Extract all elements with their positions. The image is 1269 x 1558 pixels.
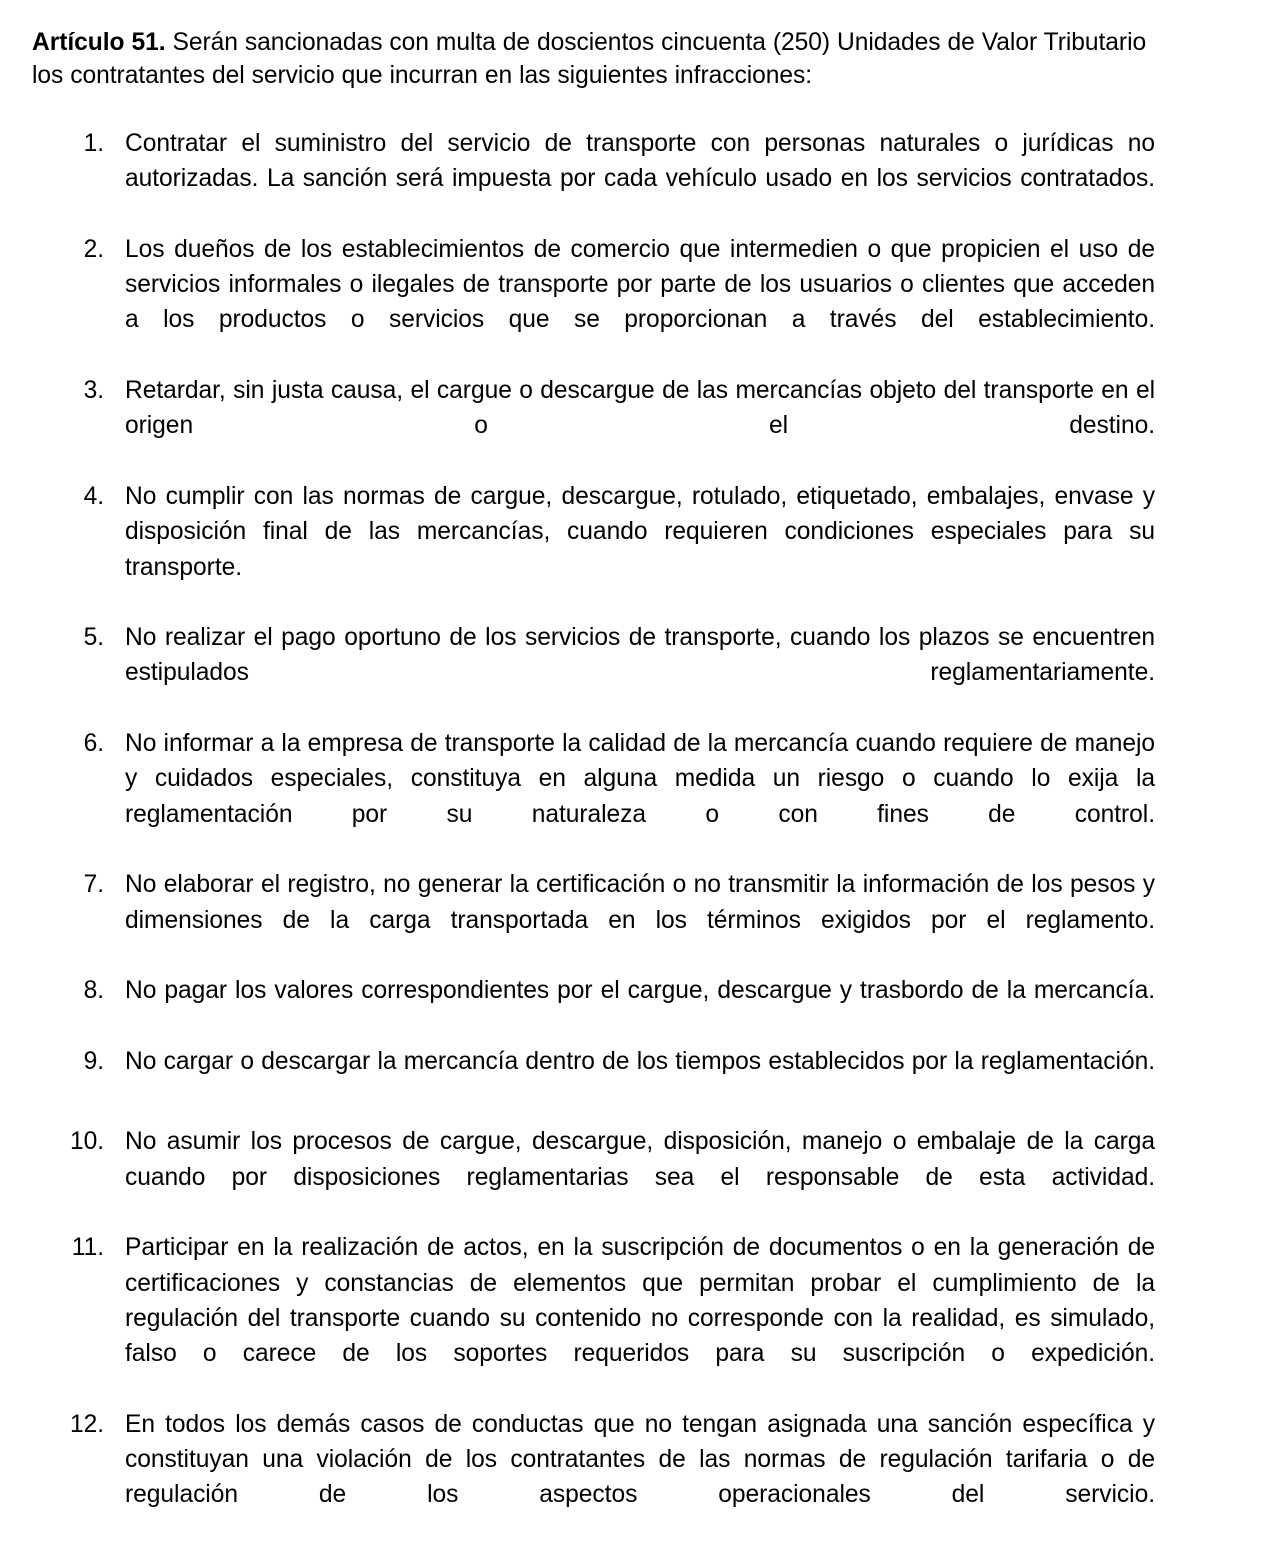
list-item-marker: 4. — [83, 482, 104, 510]
list-item-text: No elaborar el registro, no generar la certificación o no transmitir la información de los pesos y dimensiones de la carga transportada en los términos exigidos por el reglamento. — [125, 871, 1155, 934]
list-item-marker: 3. — [83, 377, 104, 405]
list-item — [32, 232, 1155, 373]
list-item-text: No realizar el pago oportuno de los servicios de transporte, cuando los plazos se encuentren estipulados reglamentariamente. — [125, 624, 1155, 687]
list-item-marker: 11. — [71, 1234, 104, 1262]
list-item — [32, 867, 1155, 973]
list-item-marker: 2. — [83, 235, 104, 263]
list-item-text: No asumir los procesos de cargue, descargue, disposición, manejo o embalaje de la carga cuando por disposiciones reglamentarias sea el responsable de esta actividad. — [125, 1128, 1155, 1191]
list-item-marker: 8. — [83, 977, 104, 1005]
infractions-list — [32, 126, 1155, 1548]
list-item-marker: 7. — [83, 871, 104, 899]
list-item — [32, 726, 1155, 867]
list-item-text: Participar en la realización de actos, en la suscripción de documentos o en la generación de certificaciones y constancias de elementos que permitan probar el cumplimiento de la regulación del transporte cuando su contenido no corresponde con la realidad, es simulado, falso o carece de los soportes requeridos para su suscripción o expedición. — [125, 1234, 1155, 1368]
list-item-marker: 1. — [83, 130, 104, 157]
list-item-text: Contratar el suministro del servicio de transporte con personas naturales o jurídicas no autorizadas. La sanción será impuesta por cada vehículo usado en los servicios contratados. — [125, 130, 1155, 193]
list-item — [32, 973, 1155, 1044]
list-item-text: No cumplir con las normas de cargue, descargue, rotulado, etiquetado, embalajes, envase y disposición final de las mercancías, cuando requieren condiciones especiales para su transporte. — [125, 482, 1155, 581]
list-item-marker: 6. — [83, 730, 104, 758]
list-item-text: En todos los demás casos de conductas que no tengan asignada una sanción específica y constituyan una violación de los contratantes de las normas de regulación tarifaria o de regulación de los aspectos operacionales del servicio. — [125, 1410, 1155, 1509]
list-item-marker: 12. — [69, 1410, 104, 1438]
article-intro-text: Serán sancionadas con multa de doscientos cincuenta (250) Unidades de Valor Tributario los contratantes del servicio que incurran en las siguientes infracciones: — [32, 29, 1147, 89]
list-item-marker: 5. — [83, 624, 104, 652]
list-item — [32, 1124, 1155, 1230]
list-item-text: No pagar los valores correspondientes por el cargue, descargue y trasbordo de la mercancía. — [125, 977, 1155, 1005]
list-item-marker: 10. — [69, 1128, 104, 1156]
list-item-marker: 9. — [83, 1047, 104, 1075]
list-item — [32, 479, 1155, 620]
list-item — [32, 1407, 1155, 1548]
list-item — [32, 620, 1155, 726]
list-item — [32, 373, 1155, 479]
list-item-text: Los dueños de los establecimientos de comercio que intermedien o que propicien el uso de servicios informales o ilegales de transporte por parte de los usuarios o clientes que acceden a los productos o servicios que se proporcionan a través del establecimiento. — [125, 235, 1155, 334]
paragraph-spacer — [32, 92, 1155, 126]
list-item-text: Retardar, sin justa causa, el cargue o descargue de las mercancías objeto del transporte en el origen o el destino. — [125, 377, 1155, 440]
list-item — [32, 1044, 1155, 1115]
article-intro-paragraph — [32, 26, 1155, 92]
list-item-text: No informar a la empresa de transporte la calidad de la mercancía cuando requiere de manejo y cuidados especiales, constituya en alguna medida un riesgo o cuando lo exija la reglamentación por su naturaleza o con fines de control. — [125, 730, 1155, 828]
list-item — [32, 126, 1155, 232]
list-item-text: No cargar o descargar la mercancía dentro de los tiempos establecidos por la reglamentación. — [125, 1047, 1155, 1075]
article-heading-label: Artículo 51. — [32, 29, 166, 56]
list-item — [32, 1230, 1155, 1406]
